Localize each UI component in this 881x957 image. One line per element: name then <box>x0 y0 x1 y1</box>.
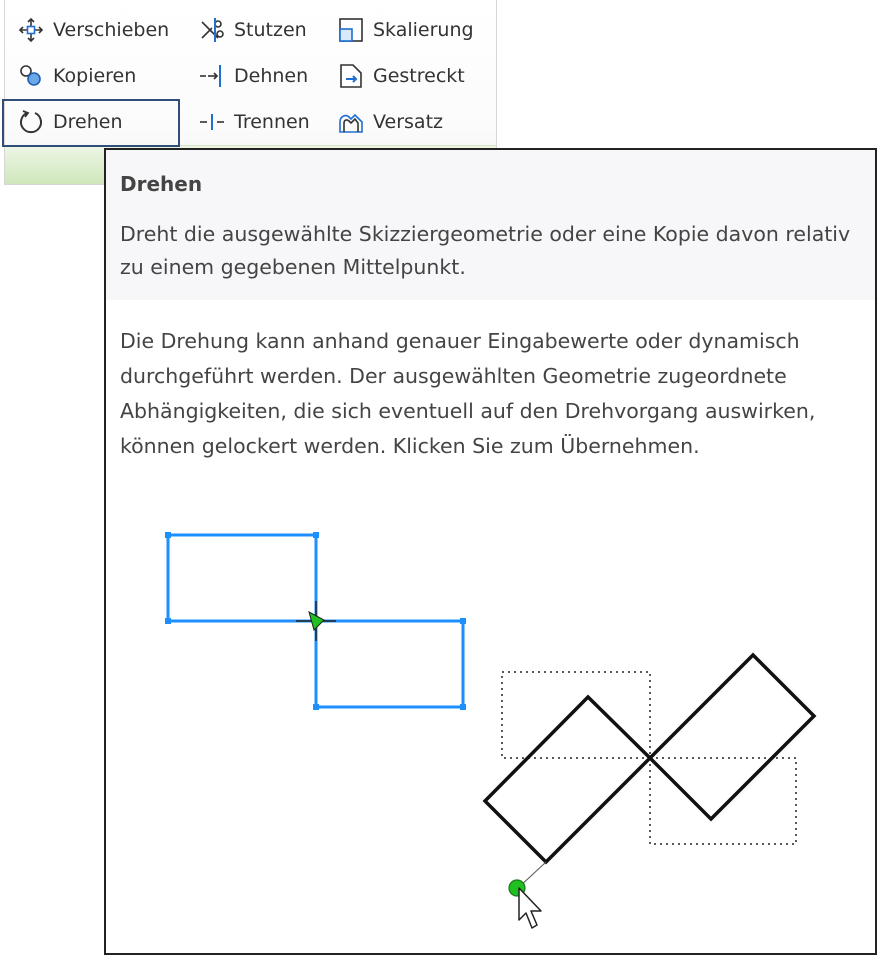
rotate-illustration <box>106 150 875 953</box>
stretch-icon <box>337 62 365 90</box>
copy-button[interactable] <box>17 59 136 93</box>
rotate-label: Drehen <box>53 111 123 133</box>
extend-icon <box>198 62 226 90</box>
move-button[interactable] <box>17 13 169 47</box>
offset-label: Versatz <box>373 111 443 133</box>
pivot-crosshair-icon <box>296 601 336 641</box>
extend-label: Dehnen <box>234 65 309 87</box>
rotate-tooltip <box>104 148 877 955</box>
stretch-button[interactable] <box>337 59 465 93</box>
trim-label: Stutzen <box>234 19 307 41</box>
split-label: Trennen <box>234 111 310 133</box>
trim-icon <box>198 16 226 44</box>
offset-button[interactable] <box>337 105 443 139</box>
split-icon <box>198 108 226 136</box>
cursor-arrow-icon <box>519 888 541 928</box>
split-button[interactable] <box>198 105 310 139</box>
tooltip-details: Die Drehung kann anhand genauer Eingabewerte oder dynamisch durchgeführt werden. Der ausgewählten Geometrie zugeordnete Abhängigkeiten, die sich eventuell auf den Drehvorgang auswirken, können gelockert werden. Klicken Sie zum Übernehmen. <box>120 329 816 458</box>
extend-button[interactable] <box>198 59 308 93</box>
rotate-button-highlight <box>2 99 180 147</box>
move-icon <box>17 16 45 44</box>
scale-icon <box>337 16 365 44</box>
scale-label: Skalierung <box>373 19 474 41</box>
tooltip-description: Dreht die ausgewählte Skizziergeometrie oder eine Kopie davon relativ zu einem gegebenen Mittelpunkt. <box>120 222 851 279</box>
scale-button[interactable] <box>337 13 474 47</box>
move-label: Verschieben <box>53 19 170 41</box>
stretch-label: Gestreckt <box>373 65 465 87</box>
copy-label: Kopieren <box>53 65 137 87</box>
tooltip-title: Drehen <box>120 172 203 196</box>
copy-icon <box>17 62 45 90</box>
offset-icon <box>337 108 365 136</box>
trim-button[interactable] <box>198 13 307 47</box>
